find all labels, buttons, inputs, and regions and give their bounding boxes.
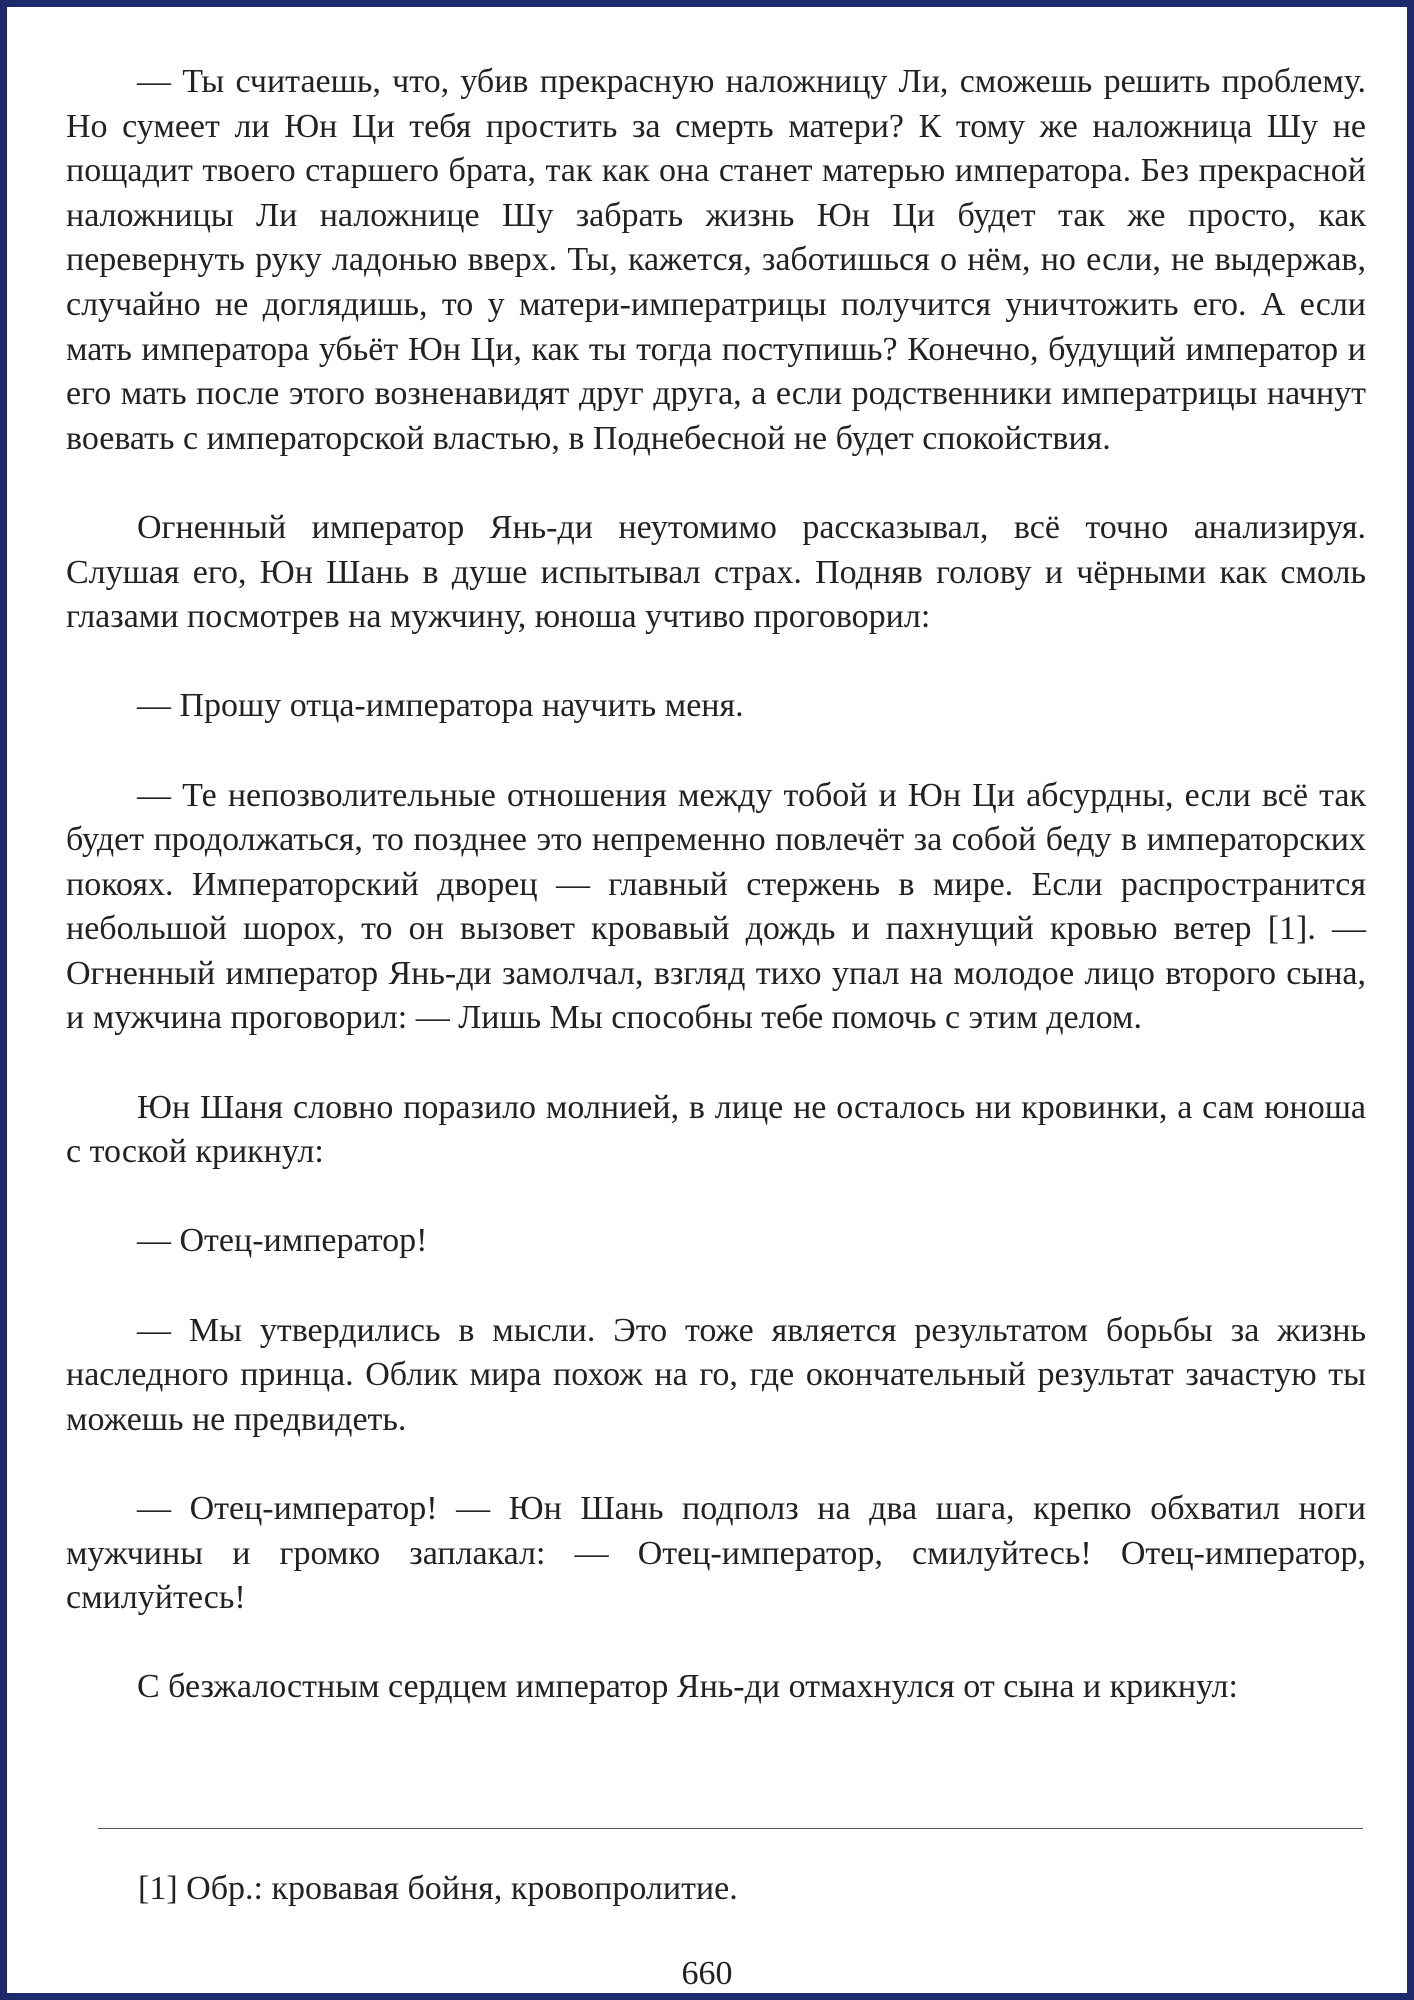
page-body	[66, 60, 1366, 1710]
footnote: [1] Обр.: кровавая бойня, кровопролитие.	[138, 1870, 738, 1907]
paragraph: — Отец-император! — Юн Шань подполз на два шага, крепко обхватил ноги мужчины и громко заплакал: — Отец-император, смилуйтесь! Отец-император, смилуйтесь!	[66, 1490, 1366, 1617]
paragraph: Юн Шаня словно поразило молнией, в лице не осталось ни кровинки, а сам юноша с тоской крикнул:	[66, 1088, 1366, 1171]
page-number: 660	[681, 1955, 733, 1992]
paragraph: — Прошу отца-императора научить меня.	[137, 687, 744, 725]
footnote-divider	[98, 1828, 1363, 1829]
paragraph: Огненный император Янь-ди неутомимо рассказывал, всё точно анализируя. Слушая его, Юн Шань в душе испытывал страх. Подняв голову и чёрными как смоль глазами посмотрев на мужчину, юноша учтиво проговорил:	[66, 508, 1366, 636]
paragraph: — Мы утвердились в мысли. Это тоже является результатом борьбы за жизнь наследного принца. Облик мира похож на го, где окончательный результат зачастую ты можешь не предвидеть.	[66, 1311, 1366, 1438]
paragraph: — Те непозволительные отношения между тобой и Юн Ци абсурдны, если всё так будет продолжаться, то позднее это непременно повлечёт за собой беду в императорских покоях. Императорский дворец — главный стержень в мире. Если распространится небольшой шорох, то он вызовет кровавый дождь и пахнущий кровью ветер [1]. — Огненный император Янь-ди замолчал, взгляд тихо упал на молодое лицо второго сына, и мужчина проговорил: — Лишь Мы способны тебе помочь с этим делом.	[66, 776, 1366, 1037]
paragraph: — Отец-император!	[137, 1222, 428, 1260]
paragraph: С безжалостным сердцем император Янь-ди отмахнулся от сына и крикнул:	[137, 1668, 1238, 1706]
paragraph: — Ты считаешь, что, убив прекрасную наложницу Ли, сможешь решить проблему. Но сумеет ли Юн Ци тебя простить за смерть матери? К тому же наложница Шу не пощадит твоего старшего брата, так как она станет матерью императора. Без прекрасной наложницы Ли наложнице Шу забрать жизнь Юн Ци будет так же просто, как перевернуть руку ладонью вверх. Ты, кажется, заботишься о нём, но если, не выдержав, случайно не доглядишь, то у матери-императрицы получится уничтожить его. А если мать императора убьёт Юн Ци, как ты тогда поступишь? Конечно, будущий император и его мать после этого возненавидят друг друга, а если родственники императрицы начнут воевать с императорской властью, в Поднебесной не будет спокойствия.	[66, 63, 1366, 457]
